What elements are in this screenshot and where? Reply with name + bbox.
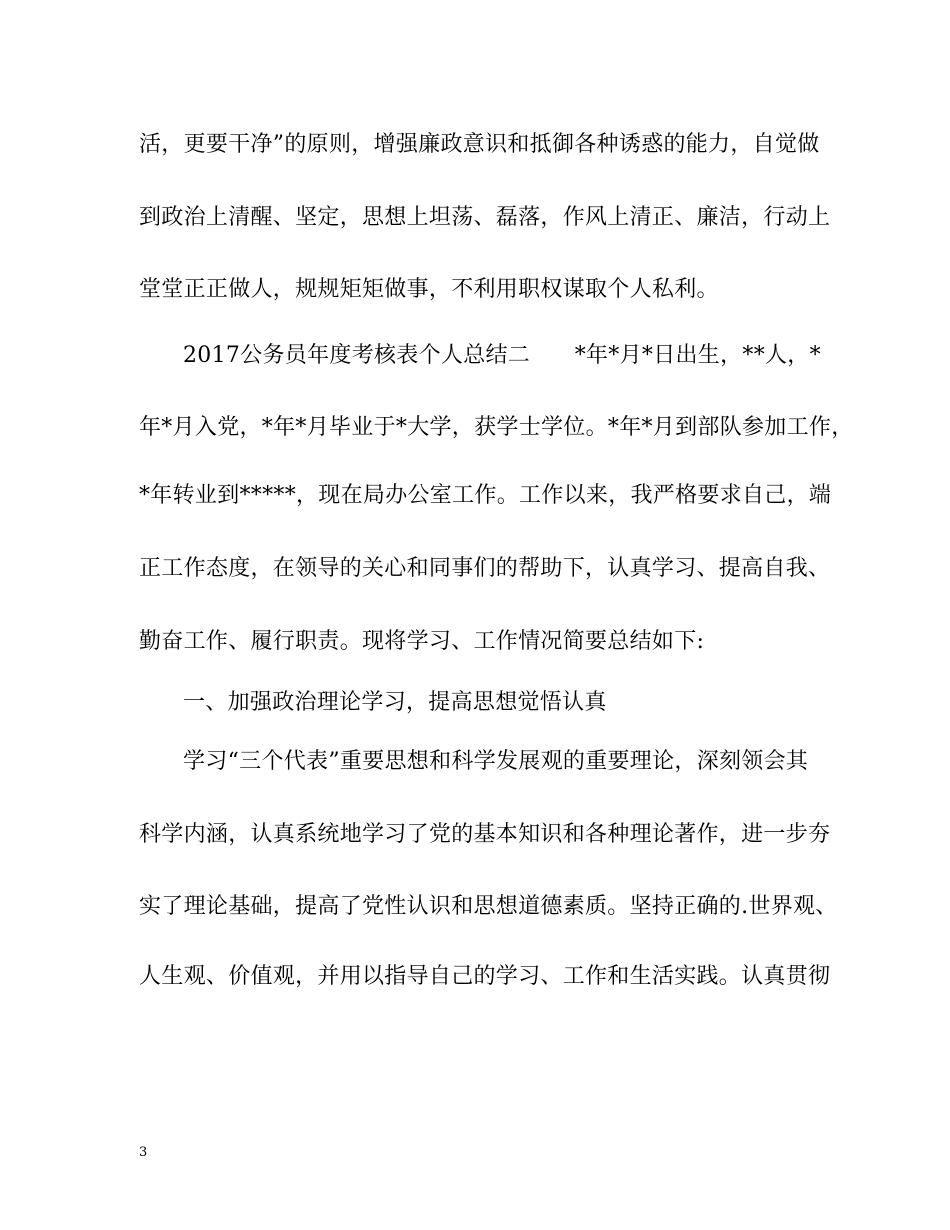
text-line-10: 学习“三个代表”重要思想和科学发展观的重要理论，深刻领会其 — [183, 749, 809, 774]
section-heading: 一、加强政治理论学习，提高思想觉悟认真 — [183, 690, 607, 715]
text-line-3: 堂堂正正做人，规规矩矩做事，不利用职权谋取个人私利。 — [139, 277, 719, 302]
text-line-8: 勤奋工作、履行职责。现将学习、工作情况简要总结如下: — [139, 629, 705, 654]
text-line-13: 人生观、价值观，并用以指导自己的学习、工作和生活实践。认真贯彻 — [139, 964, 831, 989]
text-line-7: 正工作态度，在领导的关心和同事们的帮助下，认真学习、提高自我、 — [139, 556, 831, 581]
text-line-5: 年*月入党，*年*月毕业于*大学，获学士学位。*年*月到部队参加工作， — [139, 415, 854, 440]
text-line-1: 活，更要干净”的原则，增强廉政意识和抵御各种诱惑的能力，自觉做 — [139, 132, 820, 157]
text-line-11: 科学内涵，认真系统地学习了党的基本知识和各种理论著作，进一步夯 — [139, 822, 831, 847]
text-line-6: *年转业到*****，现在局办公室工作。工作以来，我严格要求自己，端 — [139, 483, 832, 508]
page-number: 3 — [139, 1145, 148, 1160]
text-line-4: 2017公务员年度考核表个人总结二 *年*月*日出生，**人，* — [183, 343, 821, 368]
text-line-12: 实了理论基础，提高了党性认识和思想道德素质。坚持正确的.世界观、 — [139, 894, 838, 919]
text-line-2: 到政治上清醒、坚定，思想上坦荡、磊落，作风上清正、廉洁，行动上 — [139, 205, 831, 230]
